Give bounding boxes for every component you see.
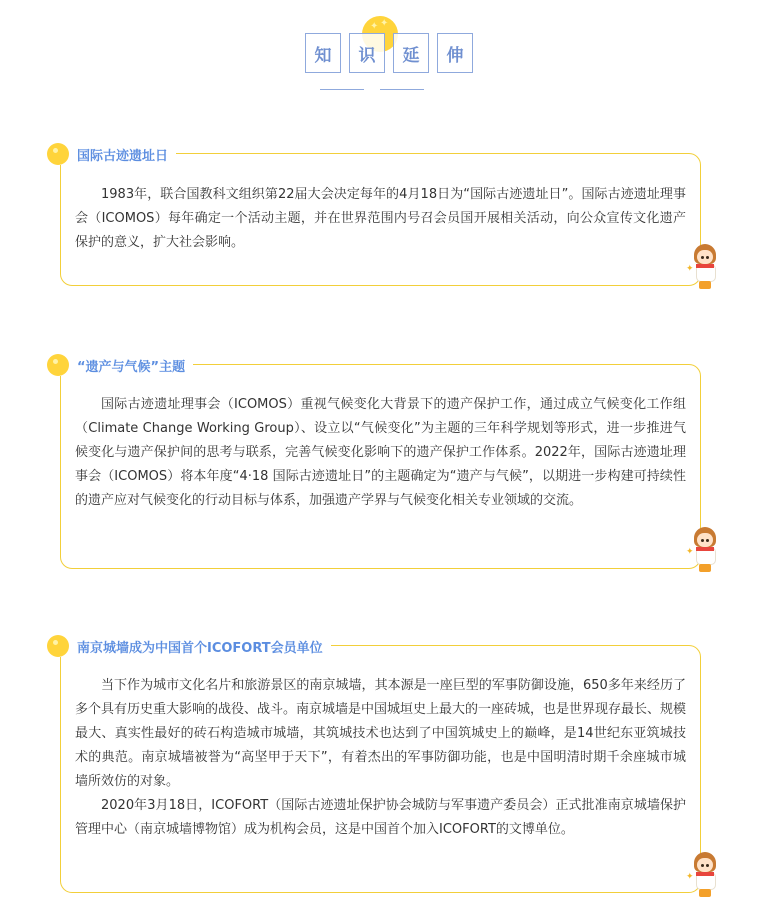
info-card-nanjing-city-wall bbox=[60, 640, 701, 893]
section-header bbox=[0, 0, 759, 100]
bullet-dot-icon bbox=[47, 635, 69, 657]
card-heading bbox=[47, 143, 176, 165]
mascot-icon: ✦ bbox=[690, 852, 720, 902]
card-title: 国际古迹遗址日 bbox=[77, 148, 169, 164]
paragraph: 2020年3月18日，ICOFORT（国际古迹遗址保护协会城防与军事遗产委员会）正式批准南京城墙保护管理中心（南京城墙博物馆）成为机构会员，这是中国首个加入ICOFORT的文博单位。 bbox=[75, 798, 686, 837]
mascot-icon: ✦ bbox=[690, 527, 720, 577]
card-body bbox=[75, 674, 686, 842]
sun-decoration-icon: ✦ ✦ bbox=[362, 16, 398, 52]
info-card-world-heritage-day bbox=[60, 148, 701, 286]
card-body bbox=[75, 393, 686, 513]
title-char: 知 bbox=[305, 33, 341, 73]
title-char: 识 bbox=[349, 33, 385, 73]
bullet-dot-icon bbox=[47, 354, 69, 376]
title-char: 伸 bbox=[437, 33, 473, 73]
card-title: “遗产与气候”主题 bbox=[77, 359, 186, 375]
card-title: 南京城墙成为中国首个ICOFORT会员单位 bbox=[77, 640, 323, 656]
paragraph: 当下作为城市文化名片和旅游景区的南京城墙，其本源是一座巨型的军事防御设施，650多年来经历了多个具有历史重大影响的战役、战斗。南京城墙是中国城垣史上最大的一座砖城，也是世界现存最长、规模最大、真实性最好的砖石构造城市城墙，其筑城技术也达到了中国筑城史上的巅峰，是14世纪东亚筑城技术的典范。南京城墙被誉为“高坚甲于天下”，有着杰出的军事防御功能，也是中国明清时期千余座城市城墙所效仿的对象。 bbox=[75, 678, 687, 789]
paragraph: 国际古迹遗址理事会（ICOMOS）重视气候变化大背景下的遗产保护工作，通过成立气候变化工作组（Climate Change Working Group）、设立以“气候变化”为主题的三年科学规划等形式，进一步推进气候变化与遗产保护间的思考与联系，完善气候变化影响下的遗产保护工作体系。2022年，国际古迹遗址理事会（ICOMOS）将本年度“4·18 国际古迹遗址日”的主题确定为“遗产与气候”，以期进一步构建可持续性的遗产应对气候变化的行动目标与体系，加强遗产学界与气候变化相关专业领域的交流。 bbox=[75, 397, 686, 508]
section-title bbox=[305, 33, 473, 73]
title-char: 延 bbox=[393, 33, 429, 73]
card-body bbox=[75, 183, 686, 255]
paragraph: 1983年，联合国教科文组织第22届大会决定每年的4月18日为“国际古迹遗址日”。国际古迹遗址理事会（ICOMOS）每年确定一个活动主题，并在世界范围内号召会员国开展相关活动，向公众宣传文化遗产保护的意义，扩大社会影响。 bbox=[75, 187, 686, 250]
info-card-heritage-climate bbox=[60, 359, 701, 569]
mascot-icon: ✦ bbox=[690, 244, 720, 294]
card-heading bbox=[47, 635, 331, 657]
card-heading bbox=[47, 354, 193, 376]
title-underline bbox=[320, 89, 424, 90]
bullet-dot-icon bbox=[47, 143, 69, 165]
